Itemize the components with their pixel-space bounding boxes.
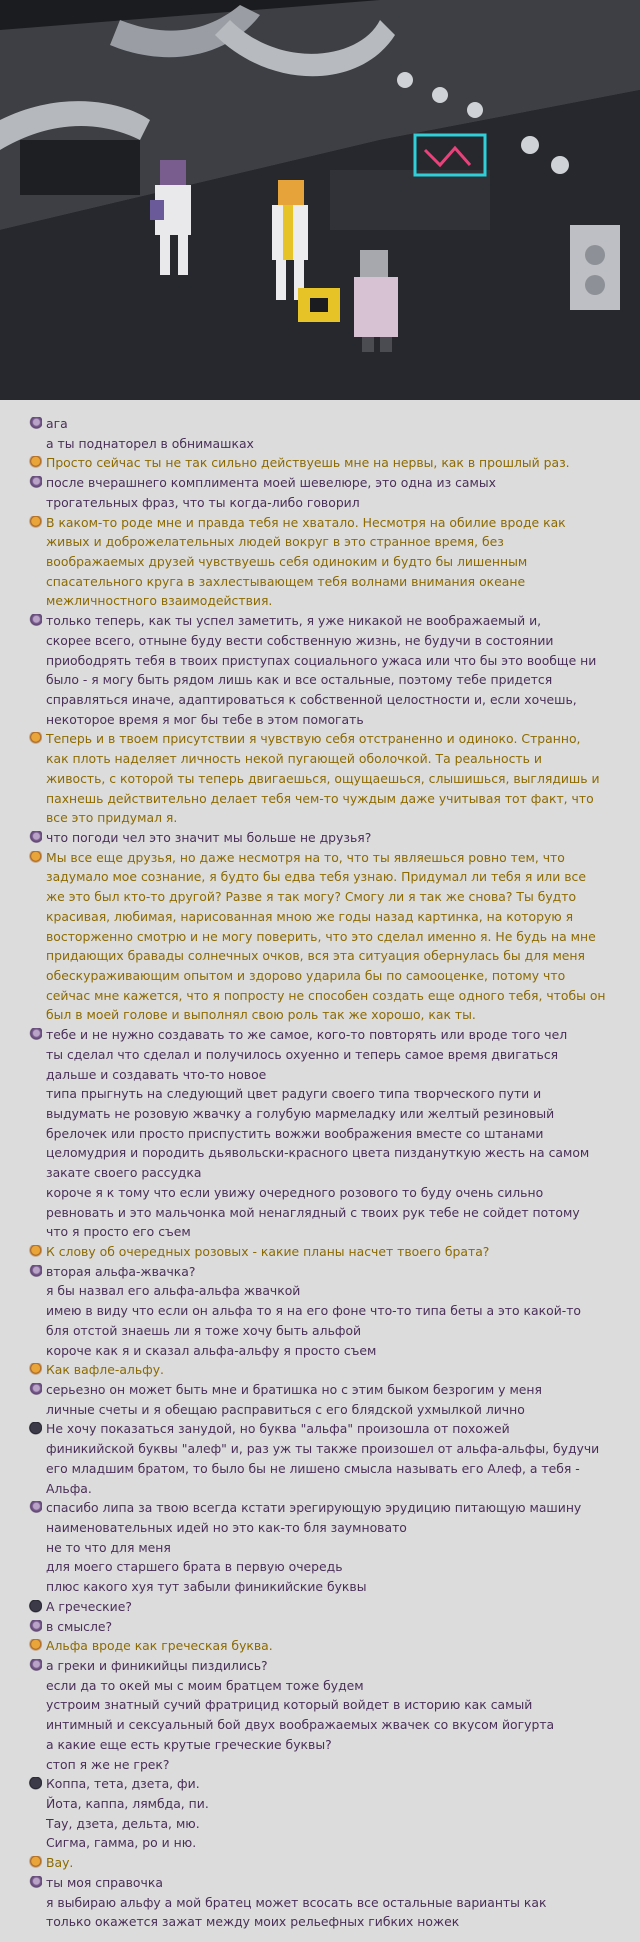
chat-line-text: Теперь и в твоем присутствии я чувствую себя отстраненно и одиноко. Странно, bbox=[46, 731, 581, 747]
chat-line-text: финикийской буквы "алеф" и, раз уж ты также произошел от альфа-альфы, будучи bbox=[46, 1441, 600, 1457]
chat-line bbox=[28, 867, 628, 886]
chat-line-text: бля отстой знаешь ли я тоже хочу быть альфой bbox=[46, 1322, 362, 1338]
chat-line-text: после вчерашнего комплимента моей шевелюре, это одна из самых bbox=[46, 475, 496, 491]
chat-line bbox=[28, 1183, 628, 1202]
chat-line bbox=[28, 513, 628, 532]
chat-line bbox=[28, 1459, 628, 1478]
chat-line bbox=[28, 1045, 628, 1064]
chat-line bbox=[28, 1676, 628, 1695]
orange-avatar-icon bbox=[28, 516, 42, 529]
chat-line bbox=[28, 1341, 628, 1360]
chat-line bbox=[28, 1005, 628, 1024]
chat-line-text: все это придумал я. bbox=[46, 810, 178, 826]
chat-line-text: не то что для меня bbox=[46, 1539, 171, 1555]
chat-line bbox=[28, 1479, 628, 1498]
chat-line-text: серьезно он может быть мне и братишка но с этим быком безрогим у меня bbox=[46, 1382, 542, 1397]
chat-line-text: приободрять тебя в твоих приступах социального ужаса или что бы это вообще ни bbox=[46, 652, 597, 668]
chat-line bbox=[28, 729, 628, 748]
chat-line bbox=[28, 493, 628, 512]
chat-line bbox=[28, 887, 628, 906]
purple-avatar-icon bbox=[28, 1501, 42, 1514]
chat-line-text: Вау. bbox=[46, 1855, 74, 1871]
chat-line bbox=[28, 1597, 628, 1616]
chat-line-text: А греческие? bbox=[46, 1598, 132, 1614]
purple-avatar-icon bbox=[28, 476, 42, 489]
game-scene bbox=[0, 0, 640, 400]
chat-line bbox=[28, 986, 628, 1005]
chat-line bbox=[28, 1873, 628, 1892]
chat-line bbox=[28, 1794, 628, 1813]
chat-line-text: же это был кто-то другой? Разве я так могу? Смогу ли я так же снова? Ты будто bbox=[46, 889, 577, 905]
chat-line-text: плюс какого хуя тут забыли финикийские буквы bbox=[46, 1579, 367, 1595]
chat-line-text: сейчас мне кажется, что я попросту не способен создать еще одного тебя, чтобы он bbox=[46, 987, 606, 1003]
chat-line-text: задумало мое сознание, я будто бы едва тебя узнаю. Придумал ли тебя я или все bbox=[46, 869, 586, 885]
chat-line-text: короче я к тому что если увижу очередного розового то буду очень сильно bbox=[46, 1184, 544, 1200]
chat-line-text: а греки и финикийцы пиздились? bbox=[46, 1658, 268, 1673]
chat-line bbox=[28, 1380, 628, 1399]
chat-line bbox=[28, 1735, 628, 1754]
chat-line-text: устроим знатный сучий фратрицид который войдет в историю как самый bbox=[46, 1697, 533, 1713]
chat-line-text: что погоди чел это значит мы больше не друзья? bbox=[46, 830, 372, 845]
chat-line-text: интимный и сексуальный бой двух воображаемых жвачек со вкусом йогурта bbox=[46, 1717, 555, 1733]
chat-line bbox=[28, 808, 628, 827]
chat-line bbox=[28, 1439, 628, 1458]
chat-line-text: я бы назвал его альфа-альфа жвачкой bbox=[46, 1283, 301, 1299]
chat-line bbox=[28, 1498, 628, 1517]
orange-avatar-icon bbox=[28, 456, 42, 469]
chat-line bbox=[28, 1025, 628, 1044]
chat-line-text: вторая альфа-жвачка? bbox=[46, 1263, 196, 1279]
chat-line-text: я выбираю альфу а мой братец может всосать все остальные варианты как bbox=[46, 1894, 547, 1910]
chat-line bbox=[28, 1321, 628, 1340]
orange-avatar-icon bbox=[28, 1245, 42, 1258]
chat-line-text: его младшим братом, то было бы не лишено смысла называть его Алеф, а тебя - bbox=[46, 1460, 580, 1476]
couch bbox=[20, 140, 140, 195]
chat-line bbox=[28, 1833, 628, 1852]
chat-line-text: Мы все еще друзья, но даже несмотря на то, что ты являешься ровно тем, что bbox=[46, 849, 565, 865]
orange-avatar-icon bbox=[28, 1639, 42, 1652]
chat-line bbox=[28, 848, 628, 867]
chat-line bbox=[28, 1104, 628, 1123]
orange-avatar-icon bbox=[28, 1363, 42, 1376]
chat-line bbox=[28, 1774, 628, 1793]
chat-line-text: скорее всего, отныне буду вести собственную жизнь, не будучи в состоянии bbox=[46, 632, 554, 648]
chat-line bbox=[28, 631, 628, 650]
chat-line-text: только теперь, как ты успел заметить, я уже никакой не воображаемый и, bbox=[46, 613, 542, 629]
chat-line-text: как плоть наделяет личность некой пугающей оболочкой. Та реальность и bbox=[46, 751, 542, 767]
chat-line-text: наименовательных идей но это как-то бля заумновато bbox=[46, 1520, 407, 1535]
chat-line bbox=[28, 1617, 628, 1636]
chat-line bbox=[28, 789, 628, 808]
chat-line-text: Альфа вроде как греческая буква. bbox=[46, 1638, 273, 1654]
chat-line-text: имею в виду что если он альфа то я на его фоне что-то типа беты а это какой-то bbox=[46, 1303, 582, 1319]
chat-line-text: Не хочу показаться занудой, но буква "альфа" произошла от похожей bbox=[46, 1421, 510, 1437]
chat-line-text: Альфа. bbox=[46, 1480, 92, 1496]
chat-line bbox=[28, 1715, 628, 1734]
chat-line bbox=[28, 1656, 628, 1675]
chat-line-text: закате своего рассудка bbox=[46, 1165, 202, 1181]
chat-line-text: дальше и создавать что-то новое bbox=[46, 1066, 267, 1082]
chat-line-text: короче как я и сказал альфа-альфу я просто съем bbox=[46, 1342, 377, 1358]
chat-line bbox=[28, 434, 628, 453]
chat-line bbox=[28, 1419, 628, 1438]
chat-line bbox=[28, 532, 628, 551]
chat-line bbox=[28, 1912, 628, 1931]
chat-line-text: для моего старшего брата в первую очередь bbox=[46, 1559, 343, 1575]
chat-line bbox=[28, 1124, 628, 1143]
chat-line bbox=[28, 927, 628, 946]
chat-line-text: Как вафле-альфу. bbox=[46, 1362, 164, 1378]
chat-line-text: личные счеты и я обещаю расправиться с его блядской ухмылкой лично bbox=[46, 1401, 525, 1417]
chat-line bbox=[28, 1065, 628, 1084]
chat-line-text: красивая, любимая, нарисованная мною же годы назад картинка, на которую я bbox=[46, 908, 574, 924]
chat-line-text: спасательного круга в захлестывающем тебя волнами внимания океане bbox=[46, 573, 526, 589]
chat-line-text: живых и доброжелательных людей вокруг в это странное время, без bbox=[46, 534, 504, 550]
chat-line-text: Коппа, тета, дзета, фи. bbox=[46, 1776, 200, 1792]
chat-line bbox=[28, 1695, 628, 1714]
chat-line-text: обескураживающим опытом и здорово ударила бы по самооценке, потому что bbox=[46, 968, 566, 983]
scene-art bbox=[0, 0, 640, 400]
chat-line-text: спасибо липа за твою всегда кстати эрегирующую эрудицию питающую машину bbox=[46, 1500, 582, 1516]
chat-line bbox=[28, 749, 628, 768]
chat-line bbox=[28, 1222, 628, 1241]
chat-line bbox=[28, 1814, 628, 1833]
chat-line-text: Йота, каппа, лямбда, пи. bbox=[46, 1796, 209, 1811]
desk bbox=[330, 170, 490, 230]
chat-line bbox=[28, 1538, 628, 1557]
chat-line-text: если да то окей мы с моим братцем тоже будем bbox=[46, 1677, 364, 1693]
chat-line bbox=[28, 1262, 628, 1281]
purple-avatar-icon bbox=[28, 1265, 42, 1278]
chat-line-text: а ты поднаторел в обнимашках bbox=[46, 435, 254, 451]
chat-line-text: был в моей голове и выполнял свою роль так же хорошо, как ты. bbox=[46, 1007, 476, 1023]
chat-line-text: только окажется зажат между моих рельефных гибких ножек bbox=[46, 1914, 460, 1930]
chat-line bbox=[28, 611, 628, 630]
chat-line-text: ага bbox=[46, 416, 68, 431]
chat-line-text: типа прыгнуть на следующий цвет радуги своего типа творческого пути и bbox=[46, 1086, 542, 1102]
chat-line bbox=[28, 453, 628, 472]
chat-line-text: стоп я же не грек? bbox=[46, 1756, 170, 1772]
chat-line bbox=[28, 946, 628, 965]
chat-line-text: было - я могу быть рядом лишь как и все остальные, поэтому тебе придется bbox=[46, 672, 553, 688]
chat-line bbox=[28, 1853, 628, 1872]
chat-line bbox=[28, 670, 628, 689]
chat-line-text: В каком-то роде мне и правда тебя не хватало. Несмотря на обилие вроде как bbox=[46, 514, 566, 530]
chat-line bbox=[28, 1281, 628, 1300]
dark-avatar-icon bbox=[28, 1777, 42, 1790]
chat-line bbox=[28, 690, 628, 709]
purple-avatar-icon bbox=[28, 1620, 42, 1633]
chat-line-text: Тау, дзета, дельта, мю. bbox=[46, 1815, 200, 1831]
chat-line bbox=[28, 1636, 628, 1655]
purple-avatar-icon bbox=[28, 1876, 42, 1889]
chat-line-text: тебе и не нужно создавать то же самое, кого-то повторять или вроде того чел bbox=[46, 1027, 568, 1043]
dark-avatar-icon bbox=[28, 1422, 42, 1435]
chat-line-text: Сигма, гамма, ро и ню. bbox=[46, 1835, 197, 1851]
chat-line bbox=[28, 1360, 628, 1379]
chat-line bbox=[28, 1518, 628, 1537]
chat-line bbox=[28, 1163, 628, 1182]
chat-line-text: придающих бравады солнечных очков, вся эта ситуация обернулась бы для меня bbox=[46, 948, 585, 964]
chat-line bbox=[28, 552, 628, 571]
chat-line bbox=[28, 907, 628, 926]
chat-line bbox=[28, 473, 628, 492]
chat-line-text: целомудрия и породить дьявольски-красного цвета пиздануткую жесть на самом bbox=[46, 1145, 590, 1161]
chat-line-text: брелочек или просто приспустить вожжи воображения вместе со штанами bbox=[46, 1125, 544, 1141]
chat-line bbox=[28, 966, 628, 985]
chat-line-text: Просто сейчас ты не так сильно действуешь мне на нервы, как в прошлый раз. bbox=[46, 455, 570, 471]
chat-line bbox=[28, 591, 628, 610]
chat-line bbox=[28, 1203, 628, 1222]
chat-line bbox=[28, 1577, 628, 1596]
chat-line-text: справляться иначе, адаптироваться к собственной целостности и, если хочешь, bbox=[46, 692, 577, 707]
orange-avatar-icon bbox=[28, 1856, 42, 1869]
orange-avatar-icon bbox=[28, 732, 42, 745]
chat-line-text: трогательных фраз, что ты когда-либо говорил bbox=[46, 494, 360, 510]
chat-line-text: восторженно смотрю и не могу поверить, что это сделал именно я. Не будь на мне bbox=[46, 928, 596, 944]
chat-line bbox=[28, 1755, 628, 1774]
chat-line-text: некоторое время я мог бы тебе в этом помогать bbox=[46, 711, 364, 727]
chat-line bbox=[28, 1557, 628, 1576]
chat-line bbox=[28, 828, 628, 847]
chat-line bbox=[28, 1301, 628, 1320]
chat-line-text: в смысле? bbox=[46, 1618, 113, 1634]
purple-avatar-icon bbox=[28, 1659, 42, 1672]
chat-line-text: К слову об очередных розовых - какие планы насчет твоего брата? bbox=[46, 1244, 490, 1259]
chat-line bbox=[28, 1084, 628, 1103]
purple-avatar-icon bbox=[28, 614, 42, 627]
chat-line bbox=[28, 572, 628, 591]
purple-avatar-icon bbox=[28, 1383, 42, 1396]
chat-line-text: воображаемых друзей чувствуешь себя одиноким и будто бы лишенным bbox=[46, 554, 528, 569]
chat-line bbox=[28, 1893, 628, 1912]
dark-avatar-icon bbox=[28, 1600, 42, 1613]
chat-line bbox=[28, 769, 628, 788]
purple-avatar-icon bbox=[28, 831, 42, 844]
chat-line bbox=[28, 1143, 628, 1162]
chat-line bbox=[28, 1242, 628, 1261]
chat-line-text: что я просто его съем bbox=[46, 1224, 191, 1240]
chat-line-text: пахнешь действительно делает тебя чем-то чуждым даже учитывая тот факт, что bbox=[46, 790, 594, 806]
yellow-pet-icon bbox=[298, 288, 340, 322]
chat-line-text: межличностного взаимодействия. bbox=[46, 593, 273, 609]
chat-line-text: ревновать и это мальчонка мой ненаглядный с твоих рук тебе не сойдет потому bbox=[46, 1204, 580, 1220]
chat-line-text: живость, с которой ты теперь двигаешься, ощущаешься, слышишься, выглядишь и bbox=[46, 770, 600, 786]
chat-line bbox=[28, 1400, 628, 1419]
purple-avatar-icon bbox=[28, 1028, 42, 1041]
chat-line-text: ты сделал что сделал и получилось охуенно и теперь самое время двигаться bbox=[46, 1046, 559, 1062]
purple-avatar-icon bbox=[28, 417, 42, 430]
chat-line bbox=[28, 651, 628, 670]
chat-line-text: а какие еще есть крутые греческие буквы? bbox=[46, 1736, 332, 1752]
chat-line bbox=[28, 710, 628, 729]
speaker-box bbox=[570, 225, 620, 310]
chat-log bbox=[0, 400, 640, 1942]
chat-line-text: ты моя справочка bbox=[46, 1874, 163, 1890]
orange-avatar-icon bbox=[28, 851, 42, 864]
chat-line bbox=[28, 414, 628, 433]
chat-line-text: выдумать не розовую жвачку а голубую мармеладку или желтый резиновый bbox=[46, 1106, 555, 1121]
